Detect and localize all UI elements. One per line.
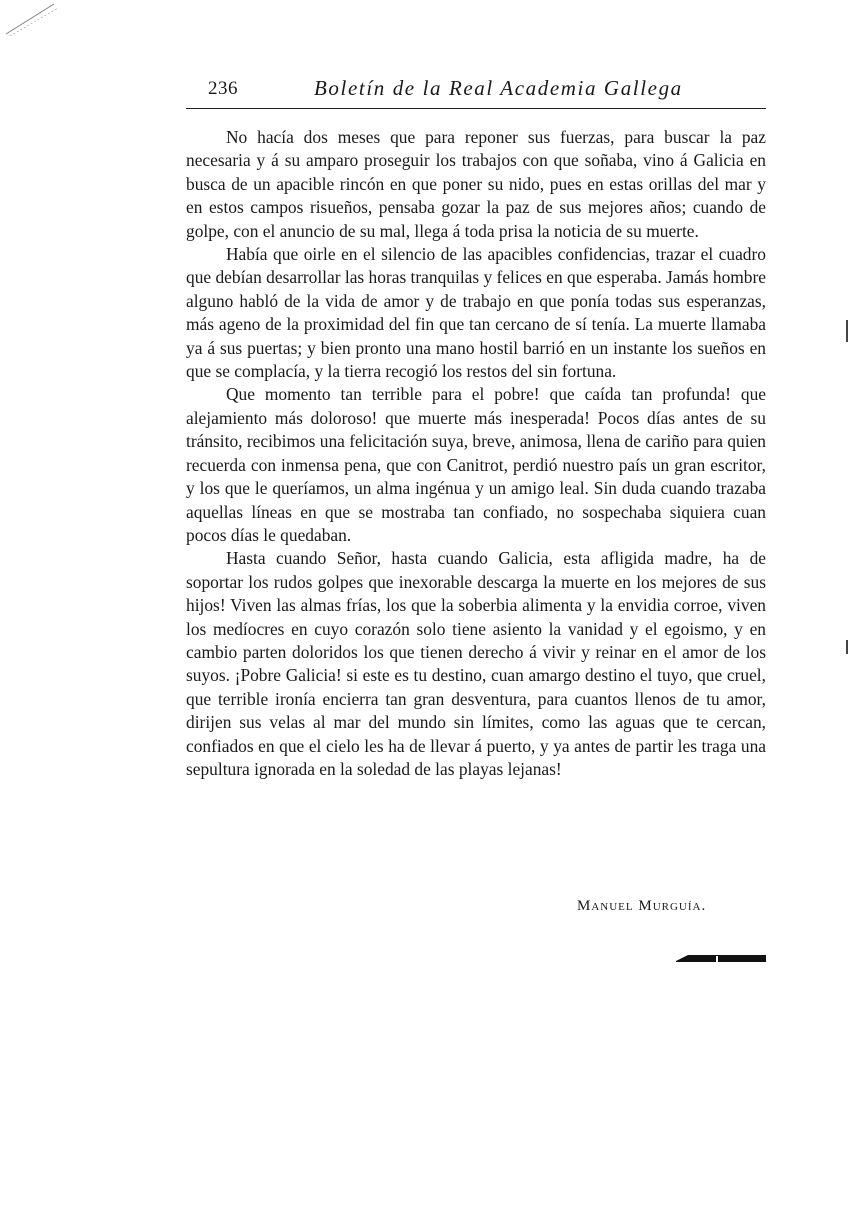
end-ornament — [676, 953, 766, 963]
page-header — [186, 76, 766, 106]
author-signature: Manuel Murguía. — [577, 898, 707, 914]
paragraph-4: Hasta cuando Señor, hasta cuando Galicia, esta afligida madre, ha de soportar los rudos golpes que inexorable descarga la muerte en los mejores de sus hijos! Viven las almas frías, los que la soberbia alimenta y la envidia corroe, viven los medíocres en cuyo corazón solo tiene asiento la vanidad y el egoismo, y en cambio parten doloridos los que tienen derecho á vivir y reinar en el amor de los suyos. ¡Pobre Galicia! si este es tu destino, cuan amargo destino el tuyo, que cruel, que terrible ironía encierra tan gran desventura, para cuantos llenos de tu amor, dirijen sus velas al mar del mundo sin límites, como las aguas que te cercan, confiados en que el cielo les ha de llevar á puerto, y ya antes de partir les traga una sepultura ignorada en la soledad de las playas lejanas! — [186, 548, 766, 779]
margin-mark-right-lower — [846, 640, 848, 654]
page-number: 236 — [208, 78, 238, 99]
article-body — [186, 126, 766, 781]
running-title: Boletín de la Real Academia Gallega — [314, 76, 683, 100]
paragraph-3: Que momento tan terrible para el pobre! que caída tan profunda! que alejamiento más doloroso! que muerte más inesperada! Pocos días antes de su tránsito, recibimos una felicitación suya, breve, animosa, llena de cariño para quien recuerda con inmensa pena, que con Canitrot, perdió nuestro país un gran escritor, y los que le queríamos, un alma ingénua y un amigo leal. Sin duda cuando trazaba aquellas líneas en que se mostraba tan confiado, no sospechaba siquiera cuan pocos días le quedaban. — [186, 384, 766, 545]
margin-mark-right — [846, 320, 848, 342]
paragraph-2: Había que oirle en el silencio de las apacibles confidencias, trazar el cuadro que debían desarrollar las horas tranquilas y felices en que esperaba. Jamás hombre alguno habló de la vida de amor y de trabajo en que ponía todas sus esperanzas, más ageno de la proximidad del fin que tan cercano de sí tenía. La muerte llamaba ya á sus puertas; y bien pronto una mano hostil barrió en un instante los sueños en que se complacía, y la tierra recogió los restos del sin fortuna. — [186, 244, 766, 382]
corner-scratch-mark — [4, 0, 64, 40]
paragraph-1: No hacía dos meses que para reponer sus fuerzas, para buscar la paz necesaria y á su amparo proseguir los trabajos con que soñaba, vino á Galicia en busca de un apacible rincón en que poner su nido, pues en estas orillas del mar y en estos campos risueños, pensaba gozar la paz de sus mejores años; cuando de golpe, con el anuncio de su mal, llega á toda prisa la noticia de su muerte. — [186, 127, 766, 241]
header-rule — [186, 108, 766, 109]
